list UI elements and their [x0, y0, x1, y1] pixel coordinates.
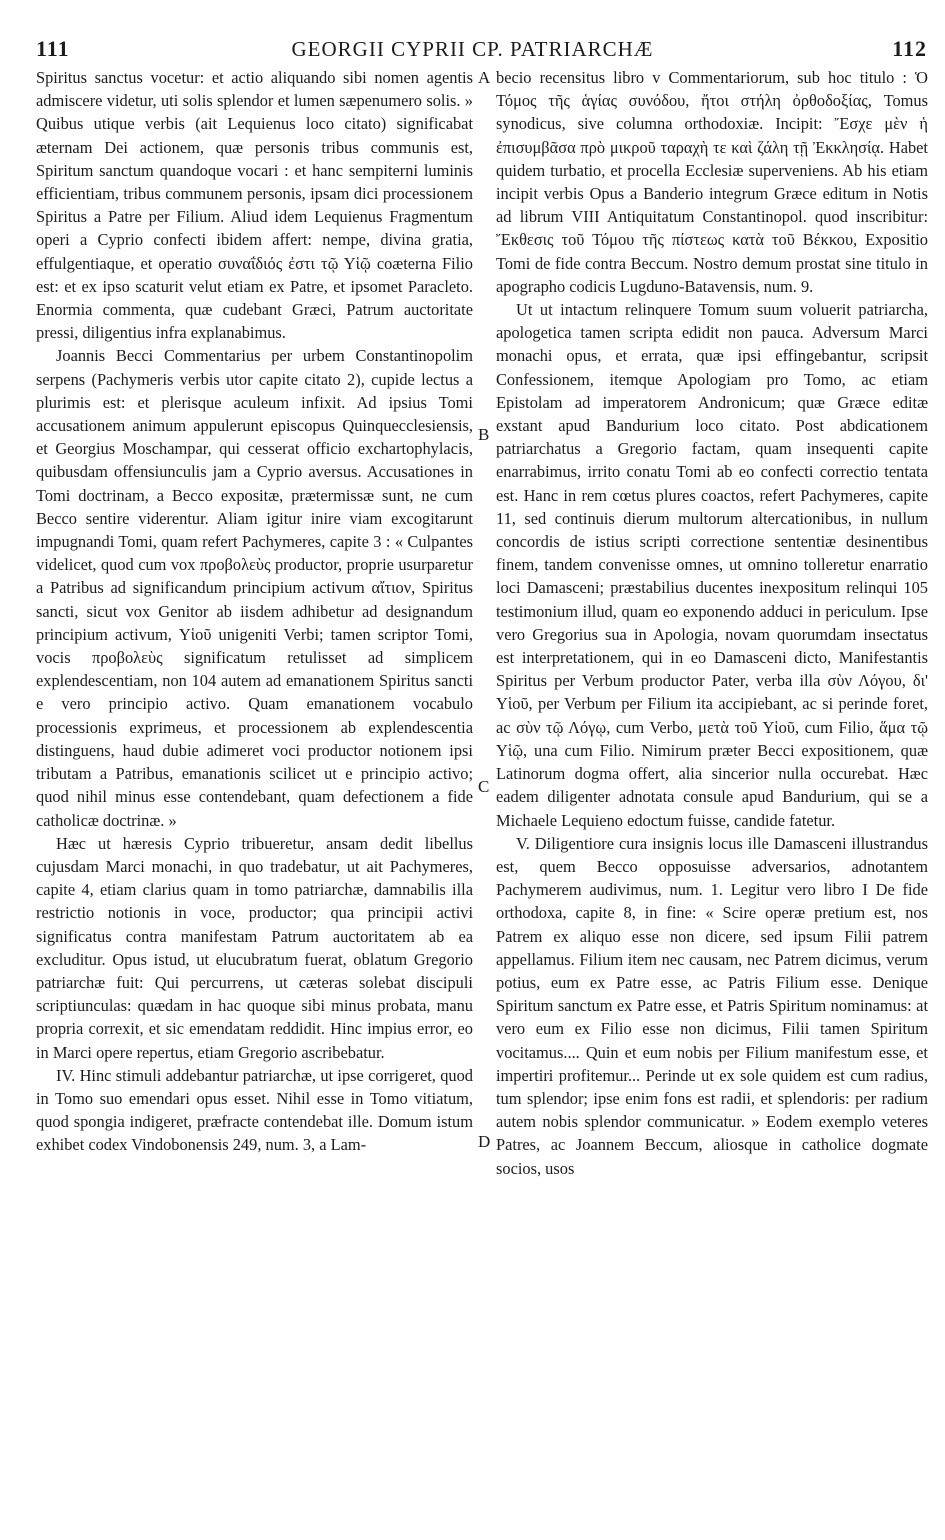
page-header	[0, 0, 945, 66]
left-paragraph: IV. Hinc stimuli addebantur patriarchæ, ut ipse corrigeret, quod in Tomo suo emendari opus esset. Nihil esse in Tomo vitiatum, quod spongia indigeret, præfracte contendebat ille. Domum istum exhibet codex Vindobonensis 249, num. 3, a Lam-	[36, 1065, 473, 1155]
left-page-number: 111	[36, 36, 70, 61]
left-paragraph: Joannis Becci Commentarius per urbem Constantinopolim serpens (Pachymeris verbis utor capite citato 2), cupide lectus a plurimis est: et plerisque aculeum infixit. Ad ipsius Tomi accusationem animum appulerunt episcopus Quinquecclesiensis, et Georgius Moschampar, qui cesserat officio exchartophylacis, quibusdam offensiunculis jam a Cyprio aversus. Accusationes in Tomi doctrinam, a Becco expositæ, prætermissæ sunt, ne cum Becco sentire viderentur. Aliam igitur inire viam excogitarunt impugnandi Tomi, quam refert Pachymeres, capite 3 : « Culpantes videlicet, quod cum vox προβολεὺς productor, proprie usurparetur a Patribus ad significandum principium activum αἴτιον, Spiritus sancti, sicut vox Genitor ab iisdem adhibetur ad designandum principium activum, Υἱοῦ unigeniti Verbi; tamen scriptor Tomi, vocis προβολεὺς significatum retulisset ad simplicem explendescentiam, non 104 autem ad emanationem Spiritus sancti e vero principio activo. Quam emanationem vocabulo processionis exprimeus, et processionem ab explendescentia distinguens, haud dubie adimeret voci productor notionem ipsi tributam a Patribus, emanationis scilicet ut e principio activo; quod nihil minus esse contendebant, quam defectionem a fide catholicæ doctrinæ. »	[36, 346, 473, 830]
margin-marker-b: B	[478, 425, 490, 444]
margin-marker-c: C	[478, 777, 490, 796]
running-title: GEORGII CYPRII CP. PATRIARCHÆ	[291, 37, 654, 61]
right-paragraph: Ut ut intactum relinquere Tomum suum voluerit patriarcha, apologetica tamen scripta edidit non pauca. Adversum Marci monachi opus, et errata, quæ ipsi effingebantur, scripsit Confessionem, itemque Apologiam pro Tomo, ac etiam Epistolam ad imperatorem Andronicum; quæ Græce editæ exstant apud Bandurium loco citato. Post abdicationem patriarchatus a Gregorio factam, quam insequenti capite enarrabimus, irrito conatu Tomi ab eo confecti correctio tentata est. Hanc in rem cœtus plures coactos, refert Pachymeres, capite 11, sed continuis dierum multorum altercationibus, in nullum concordis de istius scripti correctione sententiæ desinentibus finem, tandem convenisse omnes, ut omnino tolleretur enarratio loci Damasceni; præstabilius ducentes inexpositum relinqui 105 testimonium illud, quam eo exponendo adduci in periculum. Ipse vero Gregorius sua in Apologia, novam quorumdam insectatus est interpretationem, qui in eo Damasceni dicto, Manifestantis Spiritus per Verbum productor Pater, verba illa σὺν Λόγου, δι' Υἱοῦ, per Verbum per Filium ita accipiebant, ac si perinde foret, ac σὺν τῷ Λόγῳ, cum Verbo, μετὰ τοῦ Υἱοῦ, cum Filio, ἅμα τῷ Υἱῷ, una cum Filio. Nimirum præter Becci expositionem, quæ Latinorum dogma offert, alia sincerior nulla occurebat. Hæc eadem diligenter adnotata consule apud Bandurium, qui se a Michaele Lequieno edoctum fuisse, candide fatetur.	[496, 300, 928, 830]
margin-marker-a: A	[478, 68, 491, 87]
right-paragraph: becio recensitus libro v Commentariorum, sub hoc titulo : Ὁ Τόμος τῆς ἁγίας συνόδου, ἤτοι στήλη ὀρθοδοξίας, Tomus synodicus, sive columna orthodoxiæ. Incipit: Ἔσχε μὲν ἡ ἐπισυμβᾶσα πρὸ μικροῦ ταραχὴ τε καὶ ζάλη τῇ Ἐκκλησίᾳ. Habet quidem turbatio, et procella Ecclesiæ superveniens. Ab his etiam incipit verbis Opus a Banderio integrum Græce editum in Notis ad librum VIII Antiquitatum Constantinopol. quod inscribitur: Ἔκθεσις τοῦ Τόμου τῆς πίστεως κατὰ τοῦ Βέκκου, Expositio Tomi de fide contra Beccum. Nostro demum prostat sine titulo in apographo codicis Lugduno-Batavensis, num. 9.	[496, 68, 928, 296]
right-column	[496, 66, 928, 1526]
left-column	[36, 66, 473, 1526]
right-page-number: 112	[892, 36, 927, 61]
right-paragraph: V. Diligentiore cura insignis locus ille Damasceni illustrandus est, quem Becco opposuisse adversarios, adnotantem Pachymerem audivimus, num. 1. Legitur vero libro I De fide orthodoxa, capite 8, in fine: « Scire operæ pretium est, nos Patrem ex aliquo esse non dicere, sed ipsum Filii patrem appellamus. Filium item nec causam, nec Patrem dicimus, verum potius, eum ex Patre esse, ac Patris Filium esse. Denique Spiritum sanctum ex Patre esse, et Patris Spiritum nominamus: at vero eum ex Filio esse non dicimus, Filii tamen Spiritum vocitamus.... Quin et eum nobis per Filium manifestum esse, et impertiri profitemur... Perinde ut ex sole quidem est cum radius, tum splendor; ipse enim fons est radii, et splendoris: per radium autem nobis splendor communicatur. » Eodem exemplo veteres Patres, ac Joannem Beccum, aliosque in catholice dogmate socios, usos	[496, 833, 928, 1178]
left-paragraph: Hæc ut hæresis Cyprio tribueretur, ansam dedit libellus cujusdam Marci monachi, in quo tradebatur, ut ait Pachymeres, capite 4, etiam clarius quam in tomo patriarchæ, damnabilis illa restrictio notionis in voce, productor; qua principii activi significatus contra manifestam Patrum auctoritatem ab ea excluditur. Opus istud, ut elucubratum fuerat, oblatum Gregorio patriarchæ fuit: Qui percurrens, ut cæteras solebat discipuli scriptiunculas: quædam in hac quoque sibi minus probata, manu propria correxit, et sic emendatam reddidit. Hinc impius error, eo in Marci opere repertus, etiam Gregorio ascribebatur.	[36, 833, 473, 1062]
margin-marker-d: D	[478, 1132, 491, 1151]
left-paragraph: Spiritus sanctus vocetur: et actio aliquando sibi nomen agentis admiscere videtur, uti solis splendor et lumen sæpenumero solis. » Quibus utique verbis (ait Lequienus loco citato) significabat æternam Dei actionem, quæ personis tribus communis est, Spiritum sanctum quandoque vocari : et hanc sempiterni luminis efficientiam, tribus communem personis, ipsam dici processionem Spiritus a Patre per Filium. Aliud idem Lequienus Fragmentum operi a Cyprio confecti ibidem affert: nempe, divina gratia, effulgentiaque, et operatio συναΐδιός ἐστι τῷ Υἱῷ coæterna Filio est: et ex ipso scaturit velut etiam ex Patre, et ipsomet Paracleto. Enormia commenta, quæ cudebant Græci, Patrum auctoritate pressi, diligentius infra explanabimus.	[36, 68, 473, 343]
